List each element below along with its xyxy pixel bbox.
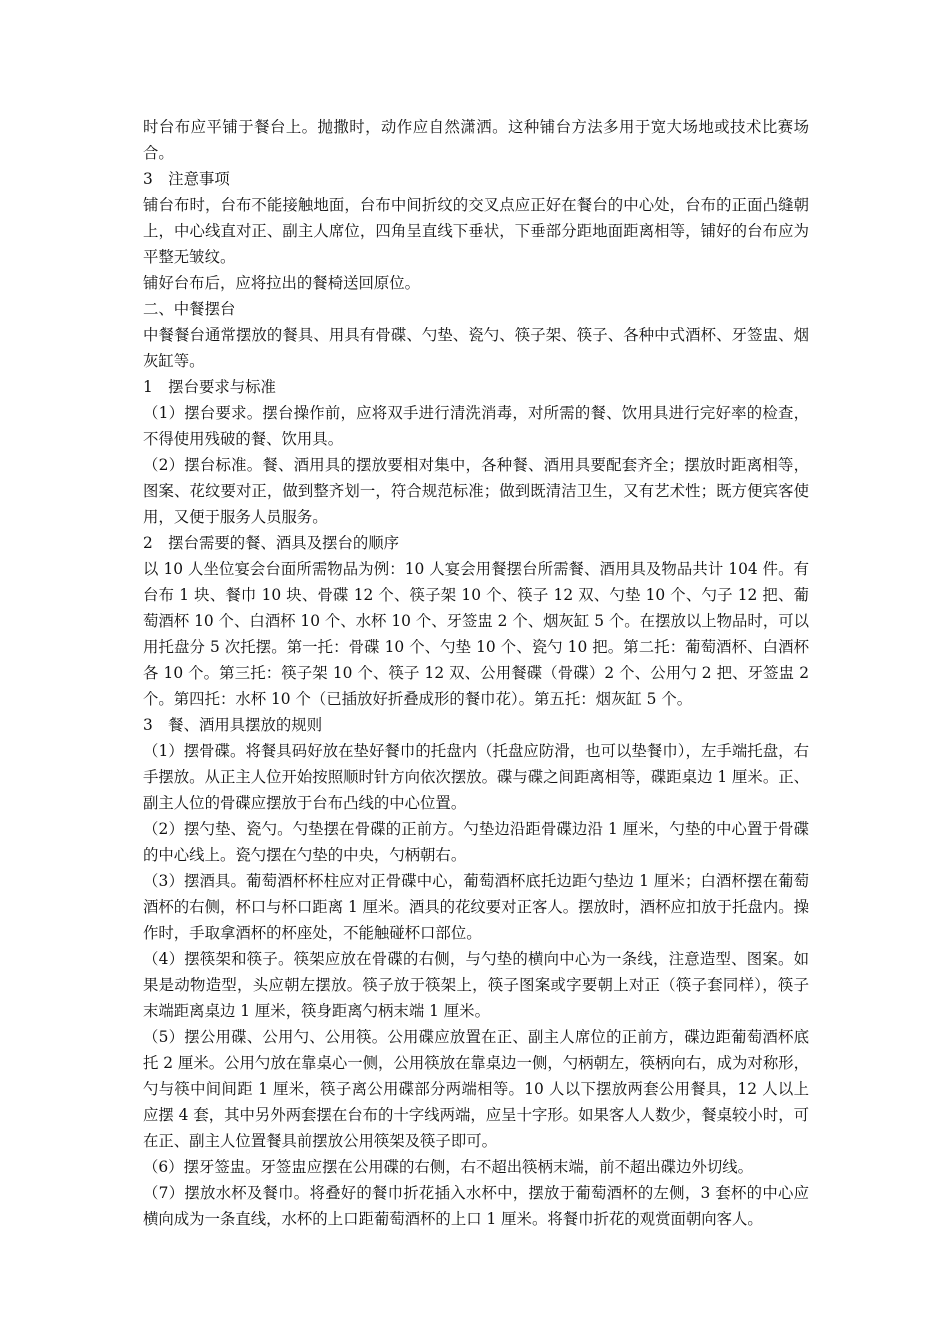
body-paragraph: （1）摆骨碟。将餐具码好放在垫好餐巾的托盘内（托盘应防滑，也可以垫餐巾），左手端托盘，右手摆放。从正主人位开始按照顺时针方向依次摆放。碟与碟之间距离相等，碟距桌边 1 厘米。正、副主人位的骨碟应摆放于台布凸线的中心位置。 — [143, 742, 809, 812]
body-paragraph: 以 10 人坐位宴会台面所需物品为例：10 人宴会用餐摆台所需餐、酒用具及物品共计 104 件。有台布 1 块、餐巾 10 块、骨碟 12 个、筷子架 10 个、筷子 12 双、勺垫 10 个、勺子 12 把、葡萄酒杯 10 个、白酒杯 10 个、水杯 10 个、牙签盅 2 个、烟灰缸 5 个。在摆放以上物品时，可以用托盘分 5 次托摆。第一托：骨碟 10 个、勺垫 10 个、瓷勺 10 把。第二托：葡萄酒杯、白酒杯各 10 个。第三托：筷子架 10 个、筷子 12 双、公用餐碟（骨碟）2 个、公用勺 2 把、牙签盅 2 个。第四托：水杯 10 个（已插放好折叠成形的餐巾花）。第五托：烟灰缸 5 个。 — [143, 560, 809, 708]
body-paragraph: （5）摆公用碟、公用勺、公用筷。公用碟应放置在正、副主人席位的正前方，碟边距葡萄酒杯底托 2 厘米。公用勺放在靠桌心一侧，公用筷放在靠桌边一侧，勺柄朝左，筷柄向右，成为对称形，勺与筷中间间距 1 厘米，筷子离公用碟部分两端相等。10 人以下摆放两套公用餐具，12 人以上应摆 4 套，其中另外两套摆在台布的十字线两端，应呈十字形。如果客人人数少，餐桌较小时，可在正、副主人位置餐具前摆放公用筷架及筷子即可。 — [143, 1028, 809, 1150]
section-heading: 3 餐、酒用具摆放的规则 — [143, 716, 323, 734]
body-paragraph: （1）摆台要求。摆台操作前，应将双手进行清洗消毒，对所需的餐、饮用具进行完好率的检查，不得使用残破的餐、饮用具。 — [143, 404, 809, 448]
section-heading: 1 摆台要求与标准 — [143, 378, 276, 396]
body-paragraph: （7）摆放水杯及餐巾。将叠好的餐巾折花插入水杯中，摆放于葡萄酒杯的左侧，3 套杯的中心应横向成为一条直线，水杯的上口距葡萄酒杯的上口 1 厘米。将餐巾折花的观赏面朝向客人。 — [143, 1184, 809, 1228]
body-paragraph: 时台布应平铺于餐台上。抛撒时，动作应自然潇洒。这种铺台方法多用于宽大场地或技术比赛场合。 — [143, 118, 809, 162]
body-paragraph: （6）摆牙签盅。牙签盅应摆在公用碟的右侧，右不超出筷柄末端，前不超出碟边外切线。 — [143, 1158, 754, 1176]
body-paragraph: 铺台布时，台布不能接触地面，台布中间折纹的交叉点应正好在餐台的中心处，台布的正面凸缝朝上，中心线直对正、副主人席位，四角呈直线下垂状，下垂部分距地面距离相等，铺好的台布应为平整无皱纹。 — [143, 196, 809, 266]
body-paragraph: （2）摆勺垫、瓷勺。勺垫摆在骨碟的正前方。勺垫边沿距骨碟边沿 1 厘米，勺垫的中心置于骨碟的中心线上。瓷勺摆在勺垫的中央，勺柄朝右。 — [143, 820, 809, 864]
body-paragraph: 铺好台布后，应将拉出的餐椅送回原位。 — [143, 274, 421, 292]
body-paragraph: （4）摆筷架和筷子。筷架应放在骨碟的右侧，与勺垫的横向中心为一条线，注意造型、图案。如果是动物造型，头应朝左摆放。筷子放于筷架上，筷子图案或字要朝上对正（筷子套同样），筷子末端距离桌边 1 厘米，筷身距离勺柄末端 1 厘米。 — [143, 950, 809, 1020]
body-paragraph: （2）摆台标准。餐、酒用具的摆放要相对集中，各种餐、酒用具要配套齐全；摆放时距离相等，图案、花纹要对正，做到整齐划一，符合规范标准；做到既清洁卫生，又有艺术性；既方便宾客使用，又便于服务人员服务。 — [143, 456, 809, 526]
body-paragraph: （3）摆酒具。葡萄酒杯杯柱应对正骨碟中心，葡萄酒杯底托边距勺垫边 1 厘米；白酒杯摆在葡萄酒杯的右侧，杯口与杯口距离 1 厘米。酒具的花纹要对正客人。摆放时，酒杯应扣放于托盘内。操作时，手取拿酒杯的杯座处，不能触碰杯口部位。 — [143, 872, 809, 942]
section-heading: 3 注意事项 — [143, 170, 230, 188]
section-heading: 2 摆台需要的餐、酒具及摆台的顺序 — [143, 534, 400, 552]
document-page — [143, 114, 809, 1232]
chapter-heading: 二、中餐摆台 — [143, 300, 236, 318]
body-paragraph: 中餐餐台通常摆放的餐具、用具有骨碟、勺垫、瓷勺、筷子架、筷子、各种中式酒杯、牙签盅、烟灰缸等。 — [143, 326, 809, 370]
